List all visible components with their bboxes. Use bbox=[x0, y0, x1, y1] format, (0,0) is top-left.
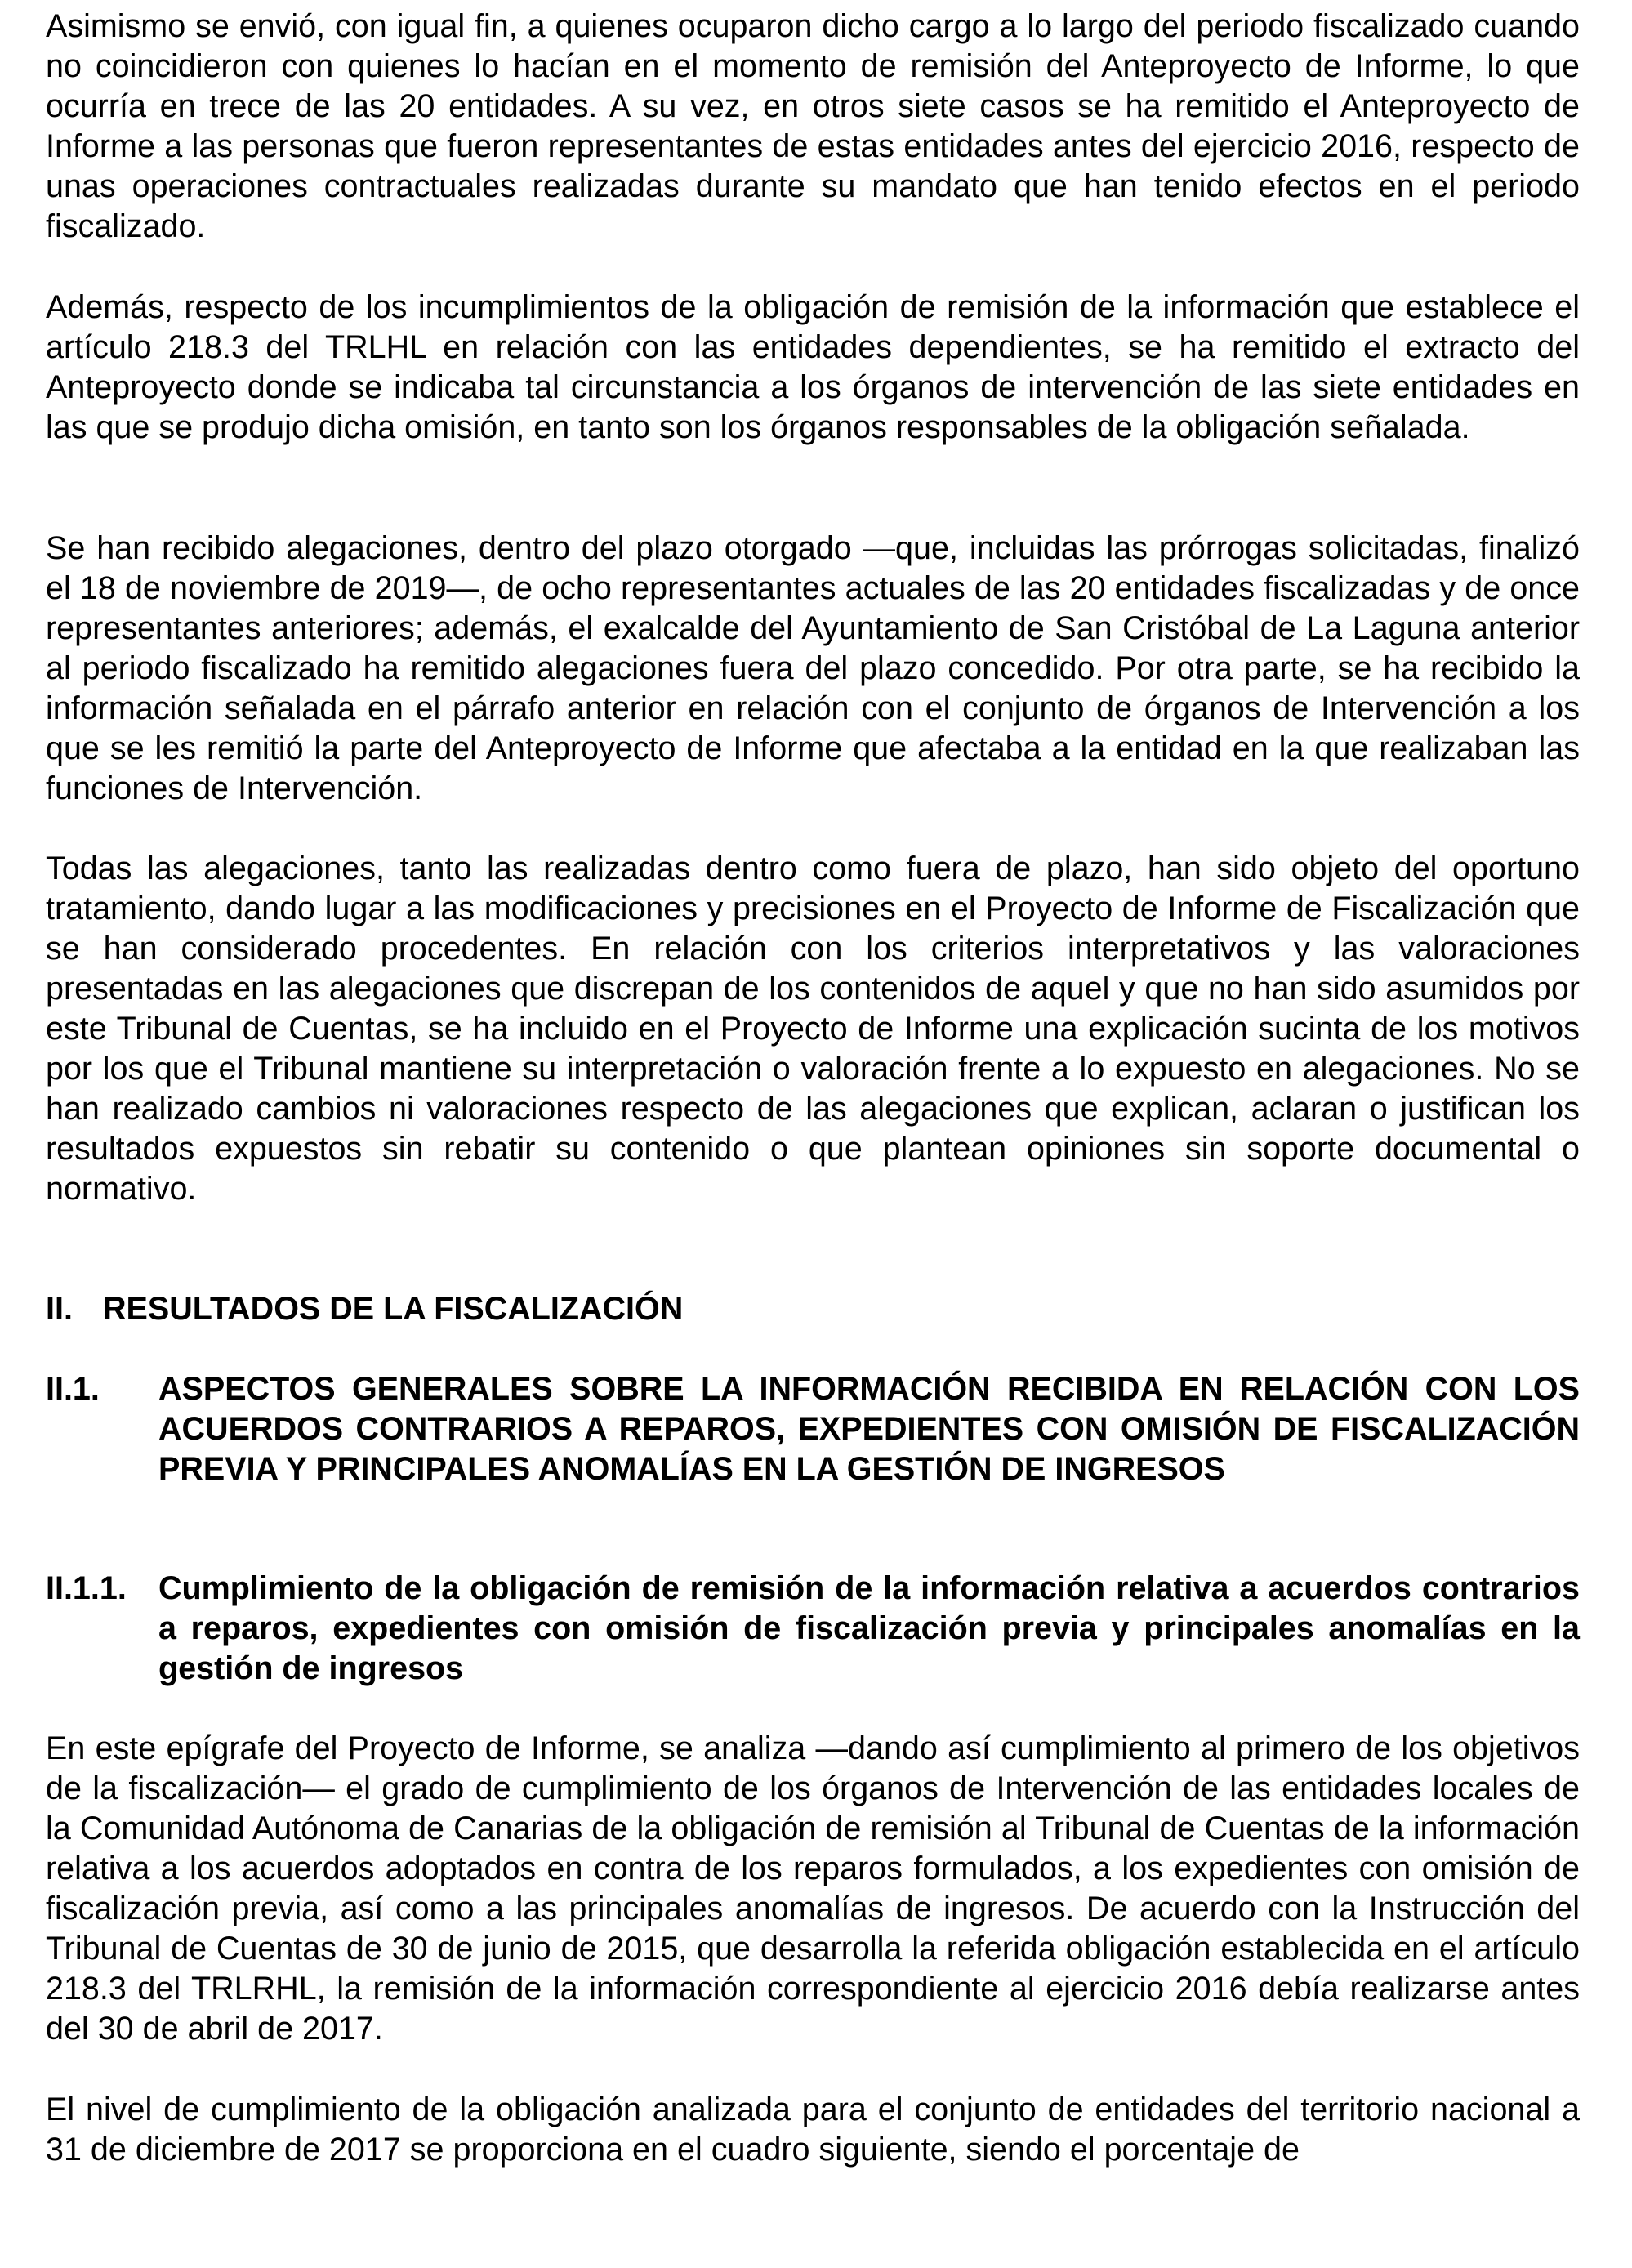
subsection-title: ASPECTOS GENERALES SOBRE LA INFORMACIÓN RECIBIDA EN RELACIÓN CON LOS ACUERDOS CONTRARIOS A REPAROS, EXPEDIENTES CON OMISIÓN DE FISCALIZACIÓN PREVIA Y PRINCIPALES ANOMALÍAS EN LA GESTIÓN DE INGRESOS bbox=[158, 1371, 1580, 1487]
section-heading-resultados bbox=[46, 1289, 683, 1329]
paragraph-incumplimientos: Además, respecto de los incumplimientos de la obligación de remisión de la información que establece el artículo 218.3 del TRLHL en relación con las entidades dependientes, se ha remitido el extracto del Anteproyecto donde se indicaba tal circunstancia a los órganos de intervención de las siete entidades en las que se produjo dicha omisión, en tanto son los órganos responsables de la obligación señalada. bbox=[46, 289, 1580, 445]
subsubsection-heading-cumplimiento bbox=[46, 1569, 1580, 1689]
subsection-number: II.1. bbox=[46, 1371, 100, 1407]
paragraph-nivel-cumplimiento: El nivel de cumplimiento de la obligación analizada para el conjunto de entidades del territorio nacional a 31 de diciembre de 2017 se proporciona en el cuadro siguiente, siendo el porcentaje de bbox=[46, 2092, 1580, 2168]
section-number: II. bbox=[46, 1291, 73, 1327]
subsubsection-title: Cumplimiento de la obligación de remisión de la información relativa a acuerdos contrarios a reparos, expedientes con omisión de fiscalización previa y principales anomalías en la gestión de ingresos bbox=[158, 1570, 1580, 1686]
section-title: RESULTADOS DE LA FISCALIZACIÓN bbox=[103, 1291, 684, 1327]
paragraph-alegaciones-recibidas: Se han recibido alegaciones, dentro del plazo otorgado —que, incluidas las prórrogas solicitadas, finalizó el 18 de noviembre de 2019—, de ocho representantes actuales de las 20 entidades fiscalizadas y de once representantes anteriores; además, el exalcalde del Ayuntamiento de San Cristóbal de La Laguna anterior al periodo fiscalizado ha remitido alegaciones fuera del plazo concedido. Por otra parte, se ha recibido la información señalada en el párrafo anterior en relación con el conjunto de órganos de Intervención a los que se les remitió la parte del Anteproyecto de Informe que afectaba a la entidad en la que realizaban las funciones de Intervención. bbox=[46, 530, 1580, 806]
paragraph-tratamiento-alegaciones: Todas las alegaciones, tanto las realizadas dentro como fuera de plazo, han sido objeto del oportuno tratamiento, dando lugar a las modificaciones y precisiones en el Proyecto de Informe de Fiscalización que se han considerado procedentes. En relación con los criterios interpretativos y las valoraciones presentadas en las alegaciones que discrepan de los contenidos de aquel y que no han sido asumidos por este Tribunal de Cuentas, se ha incluido en el Proyecto de Informe una explicación sucinta de los motivos por los que el Tribunal mantiene su interpretación o valoración frente a lo expuesto en alegaciones. No se han realizado cambios ni valoraciones respecto de las alegaciones que explican, aclaran o justifican los resultados expuestos sin rebatir su contenido o que plantean opiniones sin soporte documental o normativo. bbox=[46, 850, 1580, 1207]
subsubsection-number: II.1.1. bbox=[46, 1570, 127, 1606]
paragraph-analisis-epigrafe: En este epígrafe del Proyecto de Informe, se analiza —dando así cumplimiento al primero de los objetivos de la fiscalización— el grado de cumplimiento de los órganos de Intervención de las entidades locales de la Comunidad Autónoma de Canarias de la obligación de remisión al Tribunal de Cuentas de la información relativa a los acuerdos adoptados en contra de los reparos formulados, a los expedientes con omisión de fiscalización previa, así como a las principales anomalías de ingresos. De acuerdo con la Instrucción del Tribunal de Cuentas de 30 de junio de 2015, que desarrolla la referida obligación establecida en el artículo 218.3 del TRLRHL, la remisión de la información correspondiente al ejercicio 2016 debía realizarse antes del 30 de abril de 2017. bbox=[46, 1730, 1580, 2047]
paragraph-envio-anteproyecto: Asimismo se envió, con igual fin, a quienes ocuparon dicho cargo a lo largo del periodo fiscalizado cuando no coincidieron con quienes lo hacían en el momento de remisión del Anteproyecto de Informe, lo que ocurría en trece de las 20 entidades. A su vez, en otros siete casos se ha remitido el Anteproyecto de Informe a las personas que fueron representantes de estas entidades antes del ejercicio 2016, respecto de unas operaciones contractuales realizadas durante su mandato que han tenido efectos en el periodo fiscalizado. bbox=[46, 8, 1580, 244]
subsection-heading-aspectos-generales bbox=[46, 1369, 1580, 1489]
